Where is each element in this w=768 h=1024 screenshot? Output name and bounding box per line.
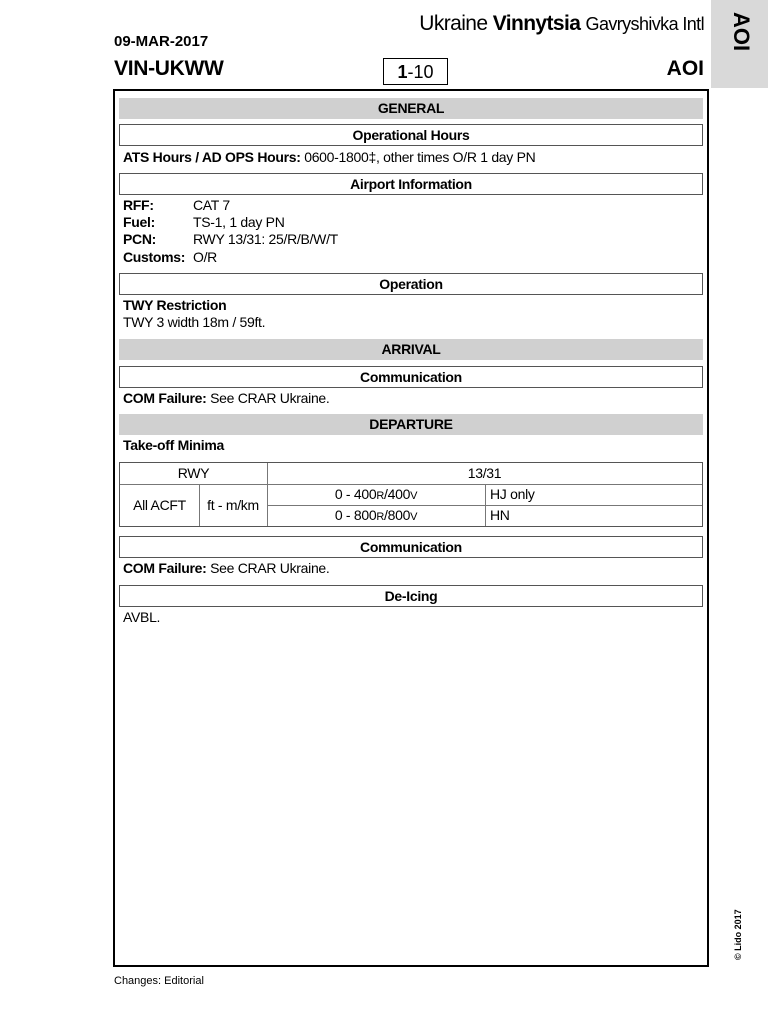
rwy-header: RWY — [177, 465, 210, 481]
de-icing-value: AVBL. — [123, 609, 161, 625]
section-general: GENERAL — [119, 98, 703, 119]
arrival-com-failure — [123, 390, 330, 406]
heading-operation: Operation — [119, 273, 703, 295]
heading-de-icing: De-Icing — [119, 585, 703, 607]
heading-arrival-communication: Communication — [119, 366, 703, 388]
minima-value-suffix: V — [410, 511, 418, 523]
minima-value-text: /400 — [384, 486, 411, 502]
minima-condition-2: HN — [490, 507, 510, 523]
minima-value-text: /800 — [384, 507, 411, 523]
table-divider — [120, 484, 702, 485]
effective-date: 09-MAR-2017 — [114, 33, 209, 50]
city-name: Vinnytsia — [492, 12, 581, 35]
page-number-box — [383, 58, 448, 85]
rwy-value: 13/31 — [467, 465, 502, 481]
fuel-value: TS-1, 1 day PN — [193, 214, 285, 230]
takeoff-minima-table — [119, 462, 703, 527]
heading-departure-communication: Communication — [119, 536, 703, 558]
minima-value-2 — [267, 507, 485, 523]
minima-value-suffix: R — [376, 511, 385, 523]
airport-name: Gavryshivka Intl — [585, 14, 704, 34]
fuel-label: Fuel: — [123, 214, 155, 230]
country-name: Ukraine — [419, 12, 488, 35]
takeoff-minima-title: Take-off Minima — [123, 437, 225, 453]
arrival-com-value: See CRAR Ukraine. — [206, 390, 330, 406]
minima-condition-1: HJ only — [490, 486, 535, 502]
airport-location — [419, 12, 704, 36]
minima-value-1 — [267, 486, 485, 502]
departure-com-label: COM Failure: — [123, 560, 207, 576]
twy-restriction-title: TWY Restriction — [123, 297, 227, 313]
page-number-prefix: 1 — [397, 62, 408, 82]
section-tab-label: AOI — [729, 12, 754, 52]
minima-value-text: 0 - 400 — [334, 486, 377, 502]
minima-value-text: 0 - 800 — [334, 507, 377, 523]
changes-note: Changes: Editorial — [114, 975, 204, 987]
aircraft-category: All ACFT — [133, 497, 186, 513]
section-departure: DEPARTURE — [119, 414, 703, 435]
ats-hours-line — [123, 149, 535, 165]
departure-com-failure — [123, 560, 330, 576]
heading-operational-hours: Operational Hours — [119, 124, 703, 146]
customs-value: O/R — [193, 249, 217, 265]
arrival-com-label: COM Failure: — [123, 390, 207, 406]
departure-com-value: See CRAR Ukraine. — [206, 560, 330, 576]
copyright-notice: © Lido 2017 — [733, 909, 743, 960]
section-arrival: ARRIVAL — [119, 339, 703, 360]
table-divider — [485, 484, 486, 526]
page-number-suffix: -10 — [407, 62, 434, 82]
pcn-value: RWY 13/31: 25/R/B/W/T — [193, 231, 338, 247]
airport-identifier: VIN-UKWW — [114, 57, 224, 80]
units-label: ft - m/km — [207, 497, 259, 513]
heading-airport-information: Airport Information — [119, 173, 703, 195]
pcn-label: PCN: — [123, 231, 157, 247]
customs-label: Customs: — [123, 249, 186, 265]
ats-hours-label: ATS Hours / AD OPS Hours: — [123, 149, 301, 165]
rff-value: CAT 7 — [193, 197, 230, 213]
rff-label: RFF: — [123, 197, 154, 213]
minima-value-suffix: V — [410, 490, 418, 502]
chart-code: AOI — [666, 57, 704, 80]
minima-value-suffix: R — [376, 490, 385, 502]
ats-hours-value: 0600-1800‡, other times O/R 1 day PN — [300, 149, 536, 165]
twy-restriction-text: TWY 3 width 18m / 59ft. — [123, 314, 266, 330]
